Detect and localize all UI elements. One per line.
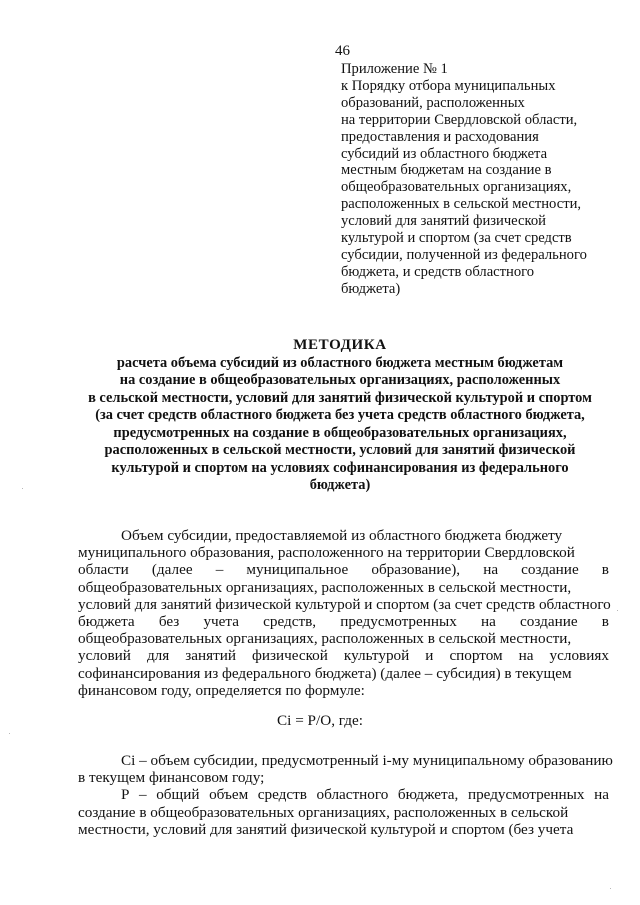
subtitle-line: предусмотренных на создание в общеобразовательных организациях,	[113, 424, 567, 441]
appendix-line: расположенных в сельской местности,	[341, 196, 582, 213]
word: Р	[121, 786, 130, 804]
word: бюджета,	[397, 786, 459, 804]
page-number: 46	[335, 43, 350, 59]
word: средств,	[263, 612, 317, 630]
word: области	[78, 561, 129, 579]
word: областного	[316, 786, 389, 804]
subtitle-line: расчета объема субсидий из областного бюджета местным бюджетам	[116, 354, 564, 371]
word: создание	[521, 561, 579, 579]
word: спортом	[449, 647, 503, 665]
word: культурой	[343, 647, 410, 665]
scan-noise	[610, 888, 611, 889]
document-title: МЕТОДИКА	[293, 337, 387, 353]
subtitle-line: в сельской местности, условий для занятий физической культурой и спортом	[88, 389, 592, 406]
appendix-line: Приложение № 1	[341, 61, 448, 77]
paragraph-line	[78, 647, 609, 664]
appendix-line: бюджета)	[341, 280, 401, 297]
subtitle-line: (за счет средств областного бюджета без учета средств областного бюджета,	[95, 407, 585, 423]
scan-noise	[617, 610, 618, 611]
word: средств	[257, 786, 307, 804]
paragraph-line: муниципального образования, расположенного на территории Свердловской	[78, 544, 575, 562]
word: общий	[156, 786, 200, 804]
word: и	[425, 647, 434, 665]
paragraph-line: софинансирования из федерального бюджета) (далее – субсидия) в текущем	[78, 664, 572, 682]
paragraph-line: местности, условий для занятий физической культурой и спортом (без учета	[78, 820, 574, 838]
word: создание	[520, 612, 578, 630]
paragraph-line: создание в общеобразовательных организациях, расположенных в сельской	[78, 803, 569, 821]
paragraph-line: финансовом году, определяется по формуле:	[78, 681, 365, 699]
appendix-line: на территории Свердловской области,	[341, 111, 578, 128]
paragraph-line: Объем субсидии, предоставляемой из областного бюджета бюджету	[121, 527, 563, 544]
appendix-line: образований, расположенных	[341, 94, 525, 111]
paragraph-1	[78, 527, 609, 699]
word: бюджета	[78, 612, 135, 630]
word: –	[215, 561, 224, 579]
word: в	[601, 612, 609, 630]
appendix-header	[341, 61, 631, 298]
word: на	[481, 612, 496, 630]
appendix-line: местным бюджетам на создание в	[341, 162, 552, 179]
word: на	[594, 786, 609, 804]
appendix-line: предоставления и расходования	[341, 128, 539, 145]
paragraph-line: общеобразовательных организациях, расположенных в сельской местности,	[78, 578, 572, 596]
word: объем	[209, 786, 249, 804]
scan-noise	[22, 488, 23, 489]
word: занятий	[185, 647, 236, 665]
paragraph-line: Ci – объем субсидии, предусмотренный i-му муниципальному образованию	[121, 752, 613, 769]
word: предусмотренных	[340, 612, 457, 630]
appendix-line: бюджета, и средств областного	[341, 263, 535, 280]
paragraph-line	[78, 561, 609, 578]
word: для	[146, 647, 170, 665]
paragraph-line: условий для занятий физической культурой и спортом (за счет средств областного	[78, 595, 611, 613]
appendix-line: субсидии, полученной из федерального	[341, 246, 587, 263]
word: физической	[251, 647, 328, 665]
appendix-line: культурой и спортом (за счет средств	[341, 230, 572, 247]
word: условиях	[549, 647, 609, 665]
word: (далее	[151, 561, 193, 579]
appendix-line: общеобразовательных организациях,	[341, 179, 572, 196]
paragraph-line	[78, 613, 609, 630]
word: на	[483, 561, 499, 579]
word: условий	[78, 647, 131, 665]
appendix-line: субсидий из областного бюджета	[341, 145, 548, 162]
word: в	[601, 561, 609, 579]
paragraph-line	[78, 786, 609, 803]
subtitle-line: бюджета)	[309, 477, 371, 493]
scan-noise	[9, 733, 10, 734]
subtitle-line: культурой и спортом на условиях софинансирования из федерального	[111, 459, 569, 476]
word: учета	[203, 612, 239, 630]
appendix-line: условий для занятий физической	[341, 213, 546, 230]
formula: Ci = P/O, где:	[277, 712, 363, 729]
word: муниципальное	[246, 561, 349, 579]
paragraph-line: общеобразовательных организациях, расположенных в сельской местности,	[78, 630, 572, 648]
word: предусмотренных	[467, 786, 585, 804]
document-title-block	[60, 337, 620, 495]
word: образование),	[371, 561, 461, 579]
subtitle-line: на создание в общеобразовательных организациях, расположенных	[119, 372, 561, 388]
paragraph-2	[78, 752, 613, 838]
paragraph-line: в текущем финансовом году;	[78, 769, 265, 787]
word: без	[158, 612, 180, 630]
word: –	[139, 786, 147, 804]
subtitle-line: расположенных в сельской местности, условий для занятий физической	[104, 442, 576, 458]
word: на	[518, 647, 534, 665]
appendix-line: к Порядку отбора муниципальных	[341, 77, 556, 94]
